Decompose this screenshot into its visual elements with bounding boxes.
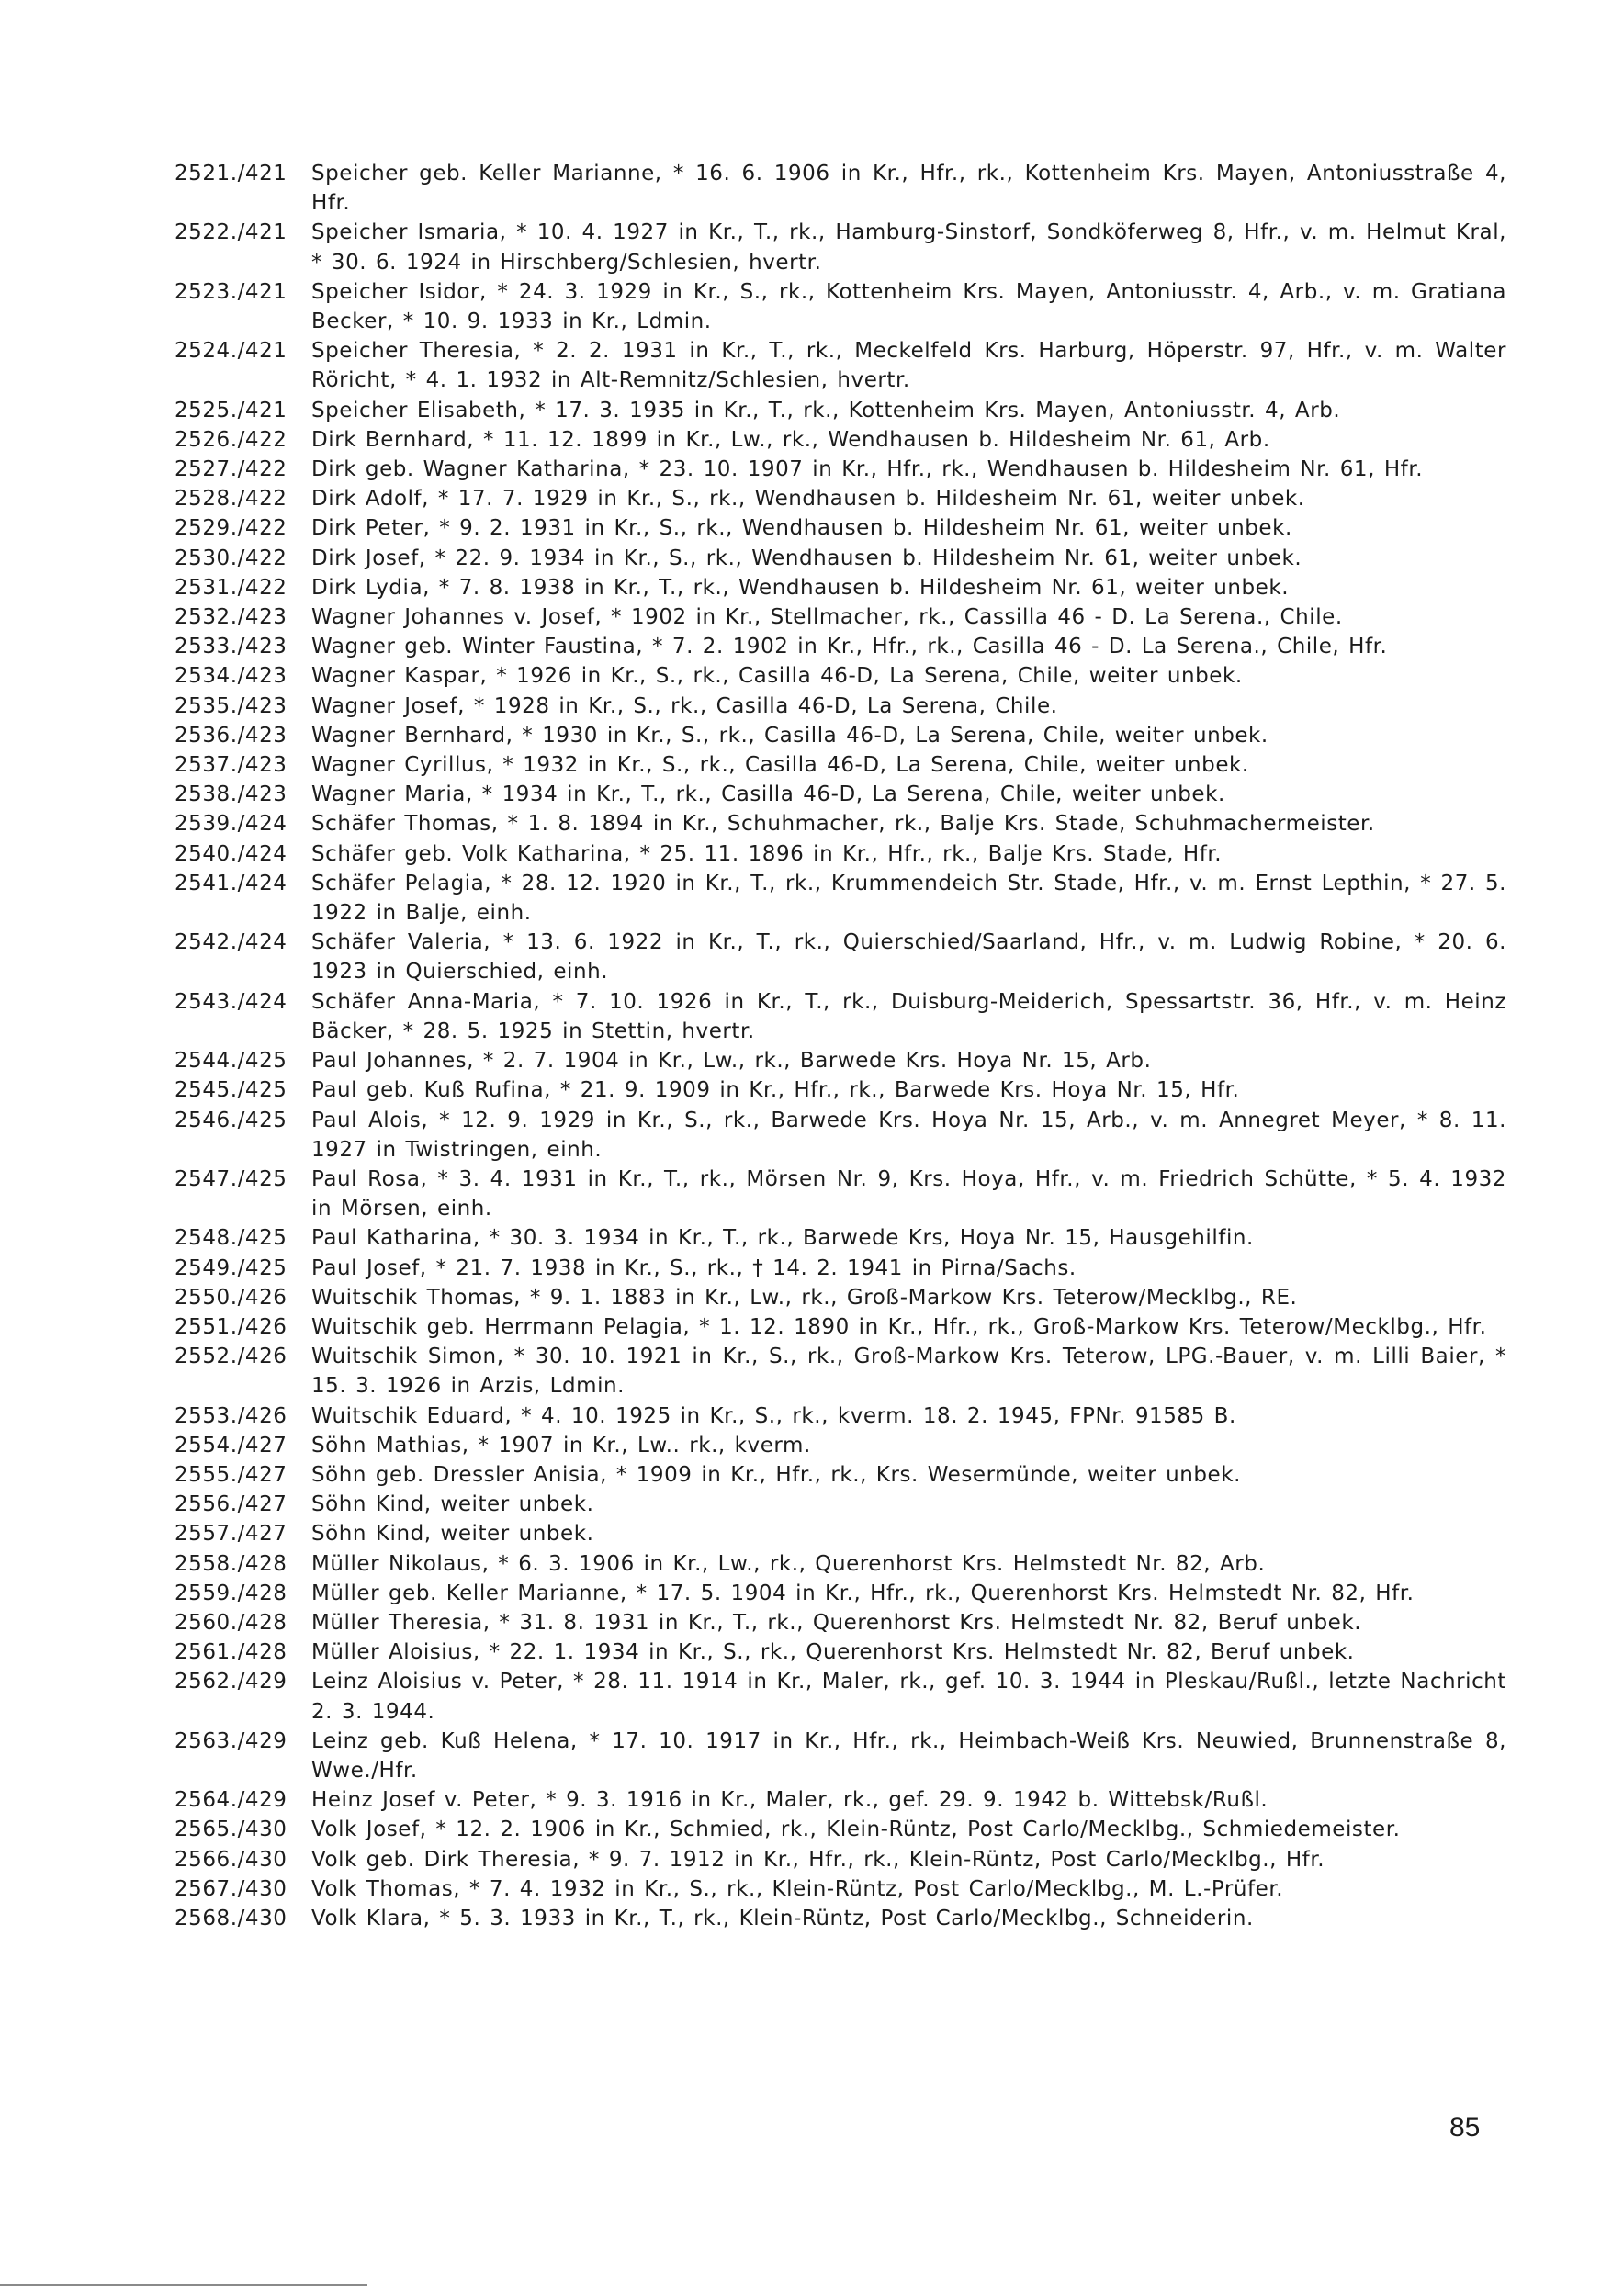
- entry-number: 2563./429: [175, 1728, 288, 1753]
- entry-text: Heinz Josef v. Peter, * 9. 3. 1916 in Kr., Maler, rk., gef. 29. 9. 1942 b. Wittebsk/Rußl.: [311, 1788, 1268, 1813]
- entry-row: [175, 159, 1506, 218]
- entry-number: 2524./421: [175, 339, 288, 364]
- entry-number: 2565./430: [175, 1818, 288, 1842]
- entry-number: 2530./422: [175, 546, 288, 570]
- entry-row: [175, 1519, 1506, 1548]
- entry-text: Paul Rosa, * 3. 4. 1931 in Kr., T., rk., Mörsen Nr. 9, Krs. Hoya, Hfr., v. m. Friedrich Schütte, * 5. 4. 1932 in Mörsen, einh.: [311, 1166, 1506, 1221]
- entry-text: Volk Josef, * 12. 2. 1906 in Kr., Schmied, rk., Klein-Rüntz, Post Carlo/Mecklbg., Schmiedemeister.: [311, 1818, 1401, 1842]
- entry-row: [175, 1608, 1506, 1638]
- entry-row: [175, 928, 1506, 986]
- entry-row: [175, 1904, 1506, 1933]
- entry-row: [175, 1815, 1506, 1844]
- entry-text: Schäfer Valeria, * 13. 6. 1922 in Kr., T., rk., Quierschied/Saarland, Hfr., v. m. Ludwig Robine, * 20. 6. 1923 in Quierschied, einh.: [311, 930, 1506, 985]
- entry-text: Wuitschik Eduard, * 4. 10. 1925 in Kr., S., rk., kverm. 18. 2. 1945, FPNr. 91585 B.: [311, 1403, 1236, 1428]
- entry-number: 2521./421: [175, 162, 288, 186]
- entry-number: 2567./430: [175, 1876, 288, 1901]
- entry-number: 2545./425: [175, 1078, 288, 1103]
- entry-text: Söhn Mathias, * 1907 in Kr., Lw.. rk., kverm.: [311, 1433, 811, 1458]
- entry-text: Schäfer Anna-Maria, * 7. 10. 1926 in Kr., T., rk., Duisburg-Meiderich, Spessartstr. 36, Hfr., v. m. Heinz Bäcker, * 28. 5. 1925 in Stettin, hvertr.: [311, 989, 1506, 1043]
- entry-text: Paul geb. Kuß Rufina, * 21. 9. 1909 in Kr., Hfr., rk., Barwede Krs. Hoya Nr. 15, Hfr.: [311, 1078, 1240, 1103]
- entry-text: Wagner Bernhard, * 1930 in Kr., S., rk., Casilla 46-D, La Serena, Chile, weiter unbek.: [311, 723, 1268, 748]
- entry-number: 2544./425: [175, 1049, 288, 1074]
- entry-number: 2554./427: [175, 1433, 288, 1458]
- entry-number: 2557./427: [175, 1522, 288, 1547]
- entry-text: Dirk Josef, * 22. 9. 1934 in Kr., S., rk., Wendhausen b. Hildesheim Nr. 61, weiter unbek.: [311, 546, 1302, 570]
- entry-number: 2538./423: [175, 782, 288, 807]
- entry-text: Speicher Elisabeth, * 17. 3. 1935 in Kr., T., rk., Kottenheim Krs. Mayen, Antoniusstr. 4, Arb.: [311, 398, 1341, 422]
- entry-row: [175, 1312, 1506, 1342]
- entry-row: [175, 809, 1506, 838]
- entry-text: Müller Nikolaus, * 6. 3. 1906 in Kr., Lw., rk., Querenhorst Krs. Helmstedt Nr. 82, Arb.: [311, 1551, 1266, 1576]
- bottom-rule: [0, 2284, 367, 2286]
- entry-text: Paul Johannes, * 2. 7. 1904 in Kr., Lw., rk., Barwede Krs. Hoya Nr. 15, Arb.: [311, 1049, 1152, 1074]
- entry-number: 2532./423: [175, 605, 288, 630]
- entry-number: 2526./422: [175, 427, 288, 452]
- entry-number: 2561./428: [175, 1640, 288, 1665]
- entry-text: Söhn Kind, weiter unbek.: [311, 1522, 594, 1547]
- entry-row: [175, 1785, 1506, 1815]
- entry-row: [175, 632, 1506, 661]
- entry-number: 2549./425: [175, 1255, 288, 1280]
- entry-number: 2525./421: [175, 398, 288, 422]
- entry-row: [175, 1254, 1506, 1283]
- entry-row: [175, 1845, 1506, 1874]
- entry-number: 2536./423: [175, 723, 288, 748]
- entry-row: [175, 1046, 1506, 1075]
- entry-row: [175, 573, 1506, 602]
- entry-number: 2528./422: [175, 487, 288, 512]
- entry-text: Schäfer Thomas, * 1. 8. 1894 in Kr., Schuhmacher, rk., Balje Krs. Stade, Schuhmachermeister.: [311, 812, 1375, 837]
- entry-row: [175, 750, 1506, 780]
- entry-row: [175, 1638, 1506, 1667]
- entry-text: Volk geb. Dirk Theresia, * 9. 7. 1912 in Kr., Hfr., rk., Klein-Rüntz, Post Carlo/Mecklbg., Hfr.: [311, 1847, 1325, 1872]
- entry-row: [175, 513, 1506, 543]
- entry-text: Söhn Kind, weiter unbek.: [311, 1492, 594, 1517]
- entry-text: Wagner Josef, * 1928 in Kr., S., rk., Casilla 46-D, La Serena, Chile.: [311, 693, 1058, 718]
- entry-text: Dirk geb. Wagner Katharina, * 23. 10. 1907 in Kr., Hfr., rk., Wendhausen b. Hildesheim Nr. 61, Hfr.: [311, 457, 1424, 482]
- entry-number: 2560./428: [175, 1610, 288, 1635]
- entry-text: Wagner Kaspar, * 1926 in Kr., S., rk., Casilla 46-D, La Serena, Chile, weiter unbek.: [311, 664, 1243, 689]
- entry-text: Paul Josef, * 21. 7. 1938 in Kr., S., rk., † 14. 2. 1941 in Pirna/Sachs.: [311, 1255, 1077, 1280]
- entry-number: 2531./422: [175, 575, 288, 600]
- entry-number: 2555./427: [175, 1462, 288, 1487]
- entry-text: Paul Alois, * 12. 9. 1929 in Kr., S., rk., Barwede Krs. Hoya Nr. 15, Arb., v. m. Annegret Meyer, * 8. 11. 1927 in Twistringen, einh.: [311, 1108, 1506, 1162]
- entry-row: [175, 602, 1506, 632]
- entry-text: Wagner geb. Winter Faustina, * 7. 2. 1902 in Kr., Hfr., rk., Casilla 46 - D. La Serena., Chile, Hfr.: [311, 635, 1388, 659]
- entry-text: Paul Katharina, * 30. 3. 1934 in Kr., T., rk., Barwede Krs, Hoya Nr. 15, Hausgehilfin.: [311, 1226, 1254, 1251]
- entry-row: [175, 661, 1506, 691]
- entry-text: Wagner Johannes v. Josef, * 1902 in Kr., Stellmacher, rk., Cassilla 46 - D. La Serena., Chile.: [311, 605, 1343, 630]
- entry-row: [175, 869, 1506, 928]
- entry-row: [175, 396, 1506, 425]
- entry-number: 2553./426: [175, 1403, 288, 1428]
- page-number: 85: [1449, 2112, 1481, 2143]
- entry-row: [175, 1283, 1506, 1312]
- entry-number: 2547./425: [175, 1166, 288, 1191]
- entry-text: Speicher Ismaria, * 10. 4. 1927 in Kr., T., rk., Hamburg-Sinstorf, Sondköferweg 8, Hfr., v. m. Helmut Kral, * 30. 6. 1924 in Hirschberg/Schlesien, hvertr.: [311, 220, 1506, 275]
- entry-text: Speicher Isidor, * 24. 3. 1929 in Kr., S., rk., Kottenheim Krs. Mayen, Antoniusstr. 4, Arb., v. m. Gratiana Becker, * 10. 9. 1933 in Kr., Ldmin.: [311, 279, 1506, 334]
- entry-number: 2552./426: [175, 1345, 288, 1369]
- entry-row: [175, 1401, 1506, 1431]
- entry-text: Dirk Adolf, * 17. 7. 1929 in Kr., S., rk., Wendhausen b. Hildesheim Nr. 61, weiter unbek.: [311, 487, 1305, 512]
- entry-number: 2533./423: [175, 635, 288, 659]
- entry-row: [175, 1223, 1506, 1253]
- entry-number: 2562./429: [175, 1670, 288, 1694]
- entry-row: [175, 336, 1506, 395]
- entry-text: Wagner Cyrillus, * 1932 in Kr., S., rk., Casilla 46-D, La Serena, Chile, weiter unbek.: [311, 753, 1249, 778]
- entry-text: Dirk Lydia, * 7. 8. 1938 in Kr., T., rk., Wendhausen b. Hildesheim Nr. 61, weiter unbek.: [311, 575, 1290, 600]
- entry-list: [175, 159, 1506, 1933]
- entry-row: [175, 987, 1506, 1046]
- entry-number: 2556./427: [175, 1492, 288, 1517]
- entry-text: Speicher Theresia, * 2. 2. 1931 in Kr., T., rk., Meckelfeld Krs. Harburg, Höperstr. 97, Hfr., v. m. Walter Röricht, * 4. 1. 1932 in Alt-Remnitz/Schlesien, hvertr.: [311, 339, 1506, 393]
- entry-row: [175, 1106, 1506, 1165]
- entry-row: [175, 455, 1506, 484]
- entry-text: Leinz Aloisius v. Peter, * 28. 11. 1914 in Kr., Maler, rk., gef. 10. 3. 1944 in Pleskau/Rußl., letzte Nachricht 2. 3. 1944.: [311, 1670, 1506, 1724]
- entry-text: Müller Aloisius, * 22. 1. 1934 in Kr., S., rk., Querenhorst Krs. Helmstedt Nr. 82, Beruf unbek.: [311, 1640, 1355, 1665]
- entry-number: 2543./424: [175, 989, 288, 1014]
- entry-text: Schäfer Pelagia, * 28. 12. 1920 in Kr., T., rk., Krummendeich Str. Stade, Hfr., v. m. Ernst Lepthin, * 27. 5. 1922 in Balje, einh.: [311, 871, 1506, 926]
- entry-row: [175, 1460, 1506, 1490]
- entry-row: [175, 218, 1506, 276]
- entry-text: Müller geb. Keller Marianne, * 17. 5. 1904 in Kr., Hfr., rk., Querenhorst Krs. Helmstedt Nr. 82, Hfr.: [311, 1581, 1415, 1605]
- entry-number: 2527./422: [175, 457, 288, 482]
- entry-text: Volk Klara, * 5. 3. 1933 in Kr., T., rk., Klein-Rüntz, Post Carlo/Mecklbg., Schneiderin.: [311, 1906, 1254, 1930]
- entry-text: Schäfer geb. Volk Katharina, * 25. 11. 1896 in Kr., Hfr., rk., Balje Krs. Stade, Hfr.: [311, 841, 1223, 866]
- entry-number: 2558./428: [175, 1551, 288, 1576]
- entry-row: [175, 544, 1506, 573]
- entry-number: 2566./430: [175, 1847, 288, 1872]
- entry-number: 2564./429: [175, 1788, 288, 1813]
- entry-row: [175, 1165, 1506, 1223]
- entry-row: [175, 1874, 1506, 1904]
- entry-number: 2551./426: [175, 1314, 288, 1339]
- entry-row: [175, 780, 1506, 809]
- entry-number: 2548./425: [175, 1226, 288, 1251]
- entry-text: Wuitschik geb. Herrmann Pelagia, * 1. 12. 1890 in Kr., Hfr., rk., Groß-Markow Krs. Teterow/Mecklbg., Hfr.: [311, 1314, 1487, 1339]
- entry-number: 2537./423: [175, 753, 288, 778]
- entry-number: 2529./422: [175, 516, 288, 541]
- entry-row: [175, 1727, 1506, 1785]
- entry-text: Volk Thomas, * 7. 4. 1932 in Kr., S., rk., Klein-Rüntz, Post Carlo/Mecklbg., M. L.-Prüfer.: [311, 1876, 1284, 1901]
- entry-text: Dirk Peter, * 9. 2. 1931 in Kr., S., rk., Wendhausen b. Hildesheim Nr. 61, weiter unbek.: [311, 516, 1292, 541]
- entry-row: [175, 1490, 1506, 1519]
- entry-row: [175, 425, 1506, 455]
- entry-text: Söhn geb. Dressler Anisia, * 1909 in Kr., Hfr., rk., Krs. Wesermünde, weiter unbek.: [311, 1462, 1241, 1487]
- entry-text: Speicher geb. Keller Marianne, * 16. 6. 1906 in Kr., Hfr., rk., Kottenheim Krs. Mayen, Antoniusstraße 4, Hfr.: [311, 162, 1506, 216]
- entry-text: Leinz geb. Kuß Helena, * 17. 10. 1917 in Kr., Hfr., rk., Heimbach-Weiß Krs. Neuwied, Brunnenstraße 8, Wwe./Hfr.: [311, 1728, 1506, 1783]
- entry-number: 2539./424: [175, 812, 288, 837]
- entry-row: [175, 692, 1506, 721]
- entry-number: 2523./421: [175, 279, 288, 304]
- entry-number: 2546./425: [175, 1108, 288, 1132]
- entry-text: Wuitschik Thomas, * 9. 1. 1883 in Kr., Lw., rk., Groß-Markow Krs. Teterow/Mecklbg., RE.: [311, 1285, 1298, 1310]
- entry-number: 2534./423: [175, 664, 288, 689]
- entry-text: Wuitschik Simon, * 30. 10. 1921 in Kr., S., rk., Groß-Markow Krs. Teterow, LPG.-Bauer, v. m. Lilli Baier, * 15. 3. 1926 in Arzis, Ldmin.: [311, 1345, 1506, 1399]
- entry-row: [175, 1431, 1506, 1460]
- entry-row: [175, 1549, 1506, 1579]
- entry-number: 2540./424: [175, 841, 288, 866]
- entry-row: [175, 721, 1506, 750]
- entry-row: [175, 1579, 1506, 1608]
- entry-number: 2542./424: [175, 930, 288, 955]
- entry-number: 2541./424: [175, 871, 288, 895]
- entry-row: [175, 1342, 1506, 1401]
- entry-number: 2522./421: [175, 220, 288, 245]
- entry-row: [175, 1667, 1506, 1726]
- entry-row: [175, 1075, 1506, 1105]
- entry-number: 2559./428: [175, 1581, 288, 1605]
- entry-row: [175, 277, 1506, 336]
- entry-number: 2568./430: [175, 1906, 288, 1930]
- entry-text: Dirk Bernhard, * 11. 12. 1899 in Kr., Lw., rk., Wendhausen b. Hildesheim Nr. 61, Arb.: [311, 427, 1270, 452]
- entry-row: [175, 484, 1506, 513]
- entry-text: Wagner Maria, * 1934 in Kr., T., rk., Casilla 46-D, La Serena, Chile, weiter unbek.: [311, 782, 1225, 807]
- entry-number: 2550./426: [175, 1285, 288, 1310]
- entry-row: [175, 839, 1506, 869]
- entry-number: 2535./423: [175, 693, 288, 718]
- entry-text: Müller Theresia, * 31. 8. 1931 in Kr., T., rk., Querenhorst Krs. Helmstedt Nr. 82, Beruf unbek.: [311, 1610, 1362, 1635]
